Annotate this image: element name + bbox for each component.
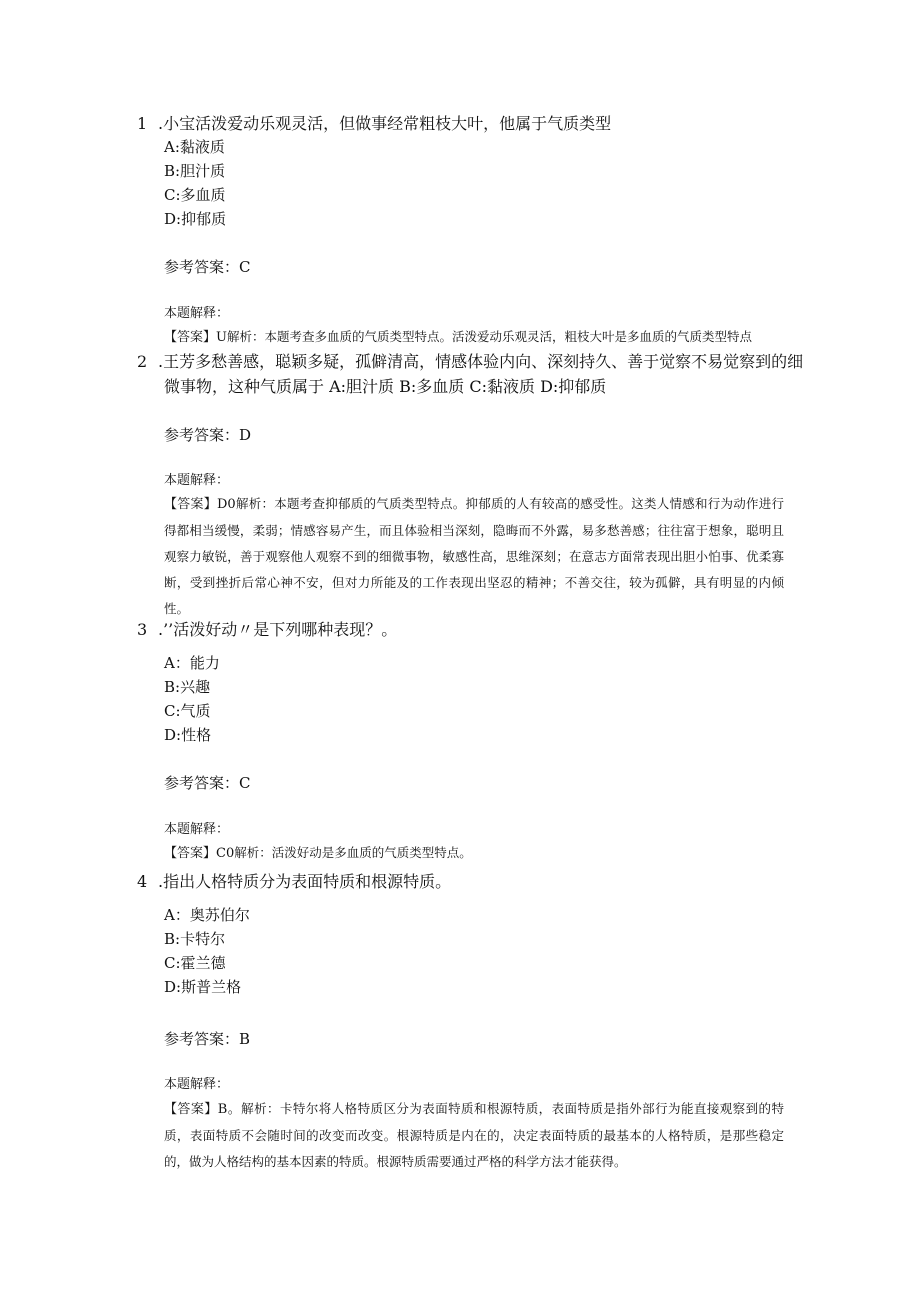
option-d: D:性格	[164, 726, 212, 744]
question-text-line-2: 微事物，这种气质属于 A:胆汁质 B:多血质 C:黏液质 D:抑郁质	[164, 377, 607, 396]
option-b: B:胆汁质	[164, 162, 226, 180]
explanation-text: 解析：本题考查多血质的气质类型特点。活泼爱动乐观灵活，粗枝大叶是多血质的气质类型特点	[226, 329, 752, 344]
option-d: D:抑郁质	[164, 210, 227, 228]
option-c: C:气质	[164, 702, 211, 720]
answer-tag: 【答案】B。	[164, 1102, 242, 1117]
option-c: C:霍兰德	[164, 954, 226, 972]
answer-tag: 【答案】U	[164, 330, 227, 345]
reference-answer: 参考答案：C	[164, 258, 251, 276]
option-d: D:斯普兰格	[164, 978, 242, 996]
question-text: .指出人格特质分为表面特质和根源特质。	[158, 872, 452, 891]
option-b: B:卡特尔	[164, 930, 226, 948]
explanation	[164, 1096, 784, 1175]
explanation-label: 本题解释：	[164, 473, 230, 488]
answer-tag: 【答案】C0	[164, 846, 235, 861]
explanation-text: 解析：活泼好动是多血质的气质类型特点。	[234, 845, 472, 860]
question-number: 4	[137, 872, 148, 891]
question-text: .’’活泼好动〃是下列哪种表现？。	[158, 620, 398, 639]
option-b: B:兴趣	[164, 678, 211, 696]
reference-answer: 参考答案：B	[164, 1030, 251, 1048]
explanation-text: 解析：卡特尔将人格特质区分为表面特质和根源特质，表面特质是指外部行为能直接观察到的特质，表面特质不会随时间的改变而改变。根源特质是内在的，决定表面特质的最基本的人格特质，是那些稳定的，做为人格结构的基本因素的特质。根源特质需要通过严格的科学方法才能获得。	[164, 1101, 784, 1169]
explanation	[164, 491, 784, 622]
answer-tag: 【答案】D0	[164, 497, 236, 512]
explanation-text: 解析：本题考查抑郁质的气质类型特点。抑郁质的人有较高的感受性。这类人情感和行为动作进行得都相当缓慢，柔弱；情感容易产生，而且体验相当深刻，隐晦而不外露，易多愁善感；往往富于想象，聪明且观察力敏锐，善于观察他人观察不到的细微事物，敏感性高，思维深刻；在意志方面常表现出胆小怕事、优柔寡断，受到挫折后常心神不安，但对力所能及的工作表现出坚忍的精神；不善交往，较为孤僻，具有明显的内倾性。	[164, 496, 784, 616]
question-number: 3	[137, 620, 148, 639]
question-text-line-1: .王芳多愁善感，聪颖多疑，孤僻清高，情感体验内向、深刻持久、善于觉察不易觉察到的细	[158, 352, 804, 371]
explanation-label: 本题解释：	[164, 306, 230, 321]
explanation	[164, 324, 784, 351]
option-a: A：能力	[164, 654, 220, 672]
reference-answer: 参考答案：D	[164, 426, 252, 444]
explanation	[164, 840, 784, 867]
question-number: 2	[137, 352, 148, 371]
explanation-label: 本题解释：	[164, 1077, 230, 1092]
option-a: A：奥苏伯尔	[164, 906, 250, 924]
option-a: A:黏液质	[164, 138, 225, 156]
explanation-label: 本题解释：	[164, 822, 230, 837]
question-text: .小宝活泼爱动乐观灵活，但做事经常粗枝大叶，他属于气质类型	[158, 114, 612, 133]
reference-answer: 参考答案：C	[164, 774, 251, 792]
question-number: 1	[137, 114, 148, 133]
option-c: C:多血质	[164, 186, 226, 204]
